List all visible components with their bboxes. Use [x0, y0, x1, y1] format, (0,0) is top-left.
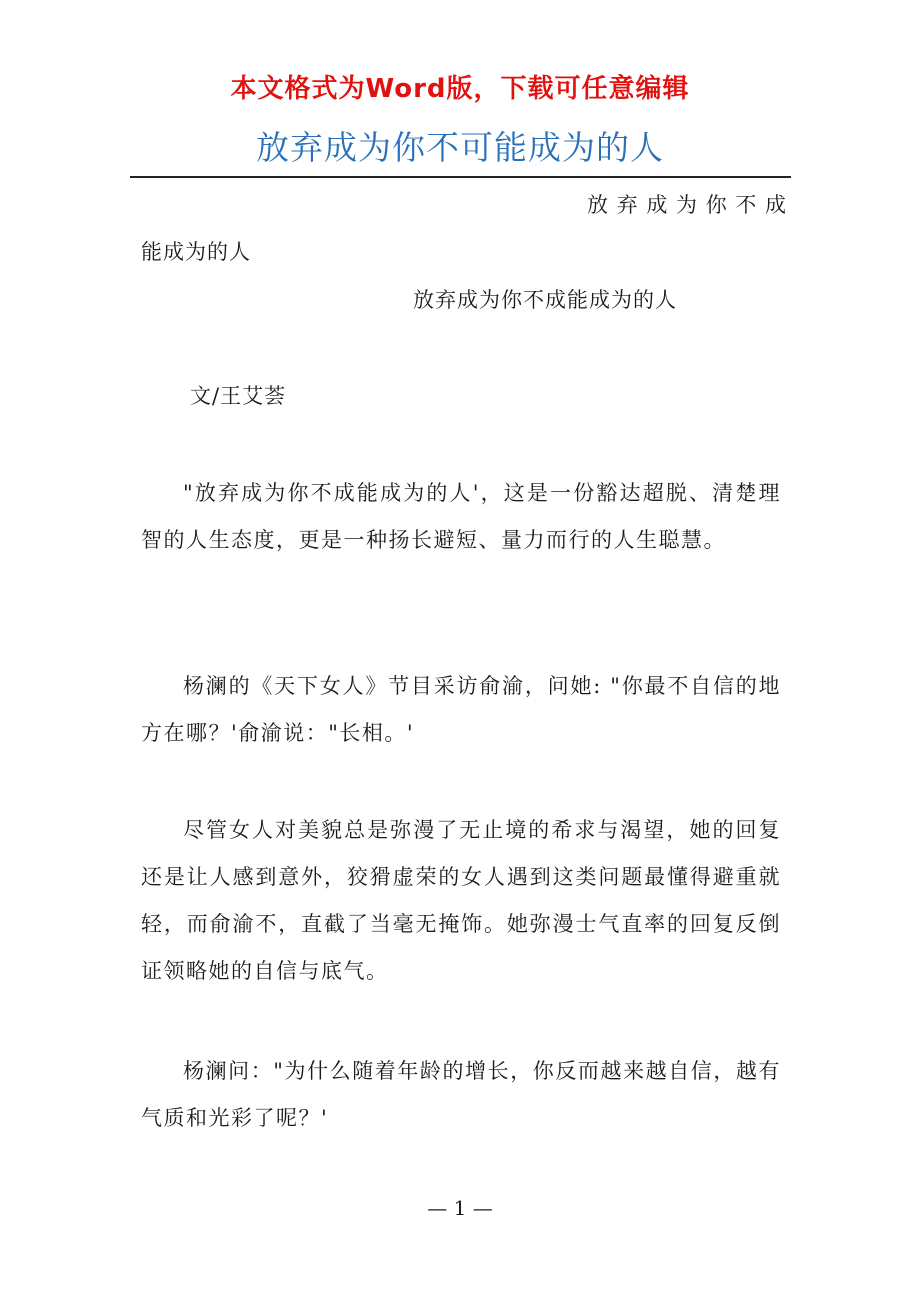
heading-line-left: 能成为的人: [141, 240, 251, 264]
paragraph-4: 杨澜问："为什么随着年龄的增长，你反而越来越自信，越有气质和光彩了呢？': [141, 1059, 781, 1130]
paragraph-1: "放弃成为你不成能成为的人'，这是一份豁达超脱、清楚理智的人生态度，更是一种扬长避短、量力而行的人生聪慧。: [141, 481, 781, 552]
title-divider: [130, 176, 791, 178]
paragraph-2: 杨澜的《天下女人》节目采访俞渝，问她: "你最不自信的地方在哪？'俞渝说："长相。': [141, 674, 781, 745]
page-number: — 1 —: [427, 1196, 493, 1220]
format-notice: 本文格式为Word版，下载可任意编辑: [230, 74, 690, 104]
document-title: 放弃成为你不可能成为的人: [256, 128, 664, 167]
paragraph-3: 尽管女人对美貌总是弥漫了无止境的希求与渴望，她的回复还是让人感到意外，狡猾虚荣的女人遇到这类问题最懂得避重就轻，而俞渝不，直截了当毫无掩饰。她弥漫士气直率的回复反倒证领略她的自信与底气。: [141, 818, 781, 983]
heading-line-right: 放 弃 成 为 你 不 成: [587, 193, 788, 217]
author-line: 文/王艾荟: [190, 384, 287, 408]
subtitle: 放弃成为你不成能成为的人: [413, 288, 677, 312]
